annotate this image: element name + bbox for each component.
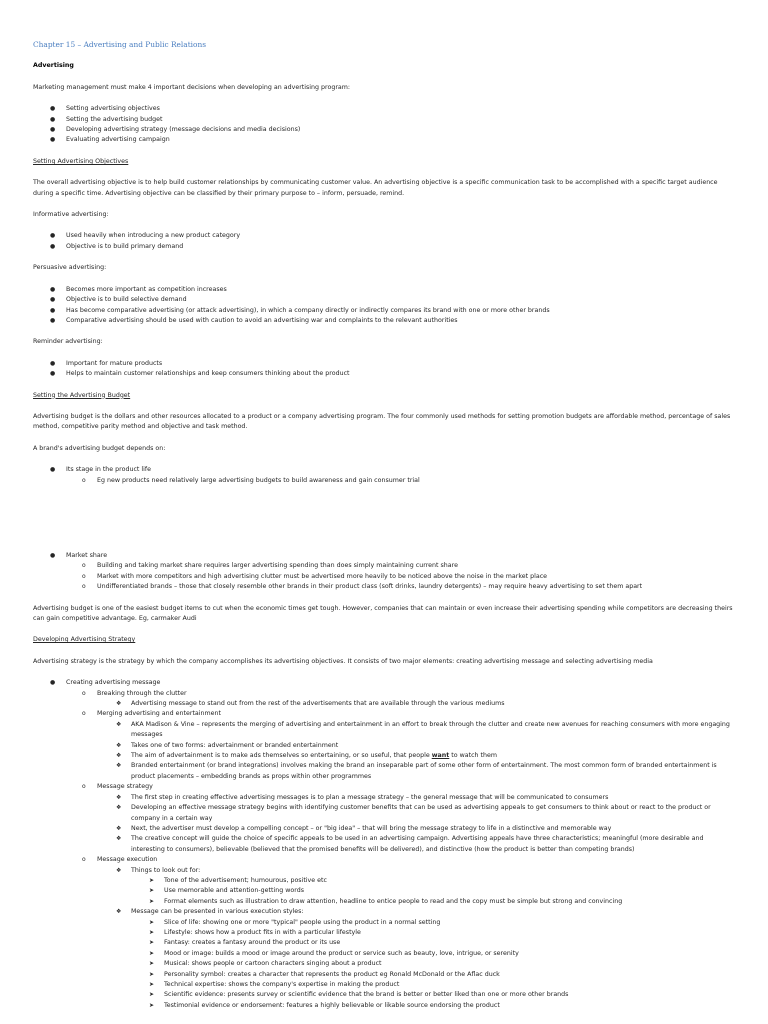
bullet-icon: ● [50, 136, 56, 144]
bullet-icon: ● [50, 679, 56, 687]
arrow-bullet-icon: ➤ [149, 949, 155, 957]
arrow-bullet-icon: ➤ [149, 876, 155, 884]
arrow-bullet-icon: ➤ [149, 887, 155, 895]
list-item: ● Setting advertising objectives [33, 104, 735, 114]
list-item: ● Used heavily when introducing a new product category [33, 231, 735, 241]
list-item: ● Market share [33, 551, 735, 561]
list-item: ➤ Testimonial evidence or endorsement: features a highly believable or likable source endorsing the product [33, 1001, 735, 1011]
arrow-bullet-icon: ➤ [149, 918, 155, 926]
subheading-strategy: Developing Advertising Strategy [33, 636, 136, 644]
list-item: ➤ Scientific evidence: presents survey or scientific evidence that the brand is better or better liked than one or more other brands [33, 990, 735, 1000]
list-item: o Breaking through the clutter [33, 689, 735, 699]
list-item: ➤ Mood or image: builds a mood or image around the product or service such as beauty, love, intrigue, or serenity [33, 949, 735, 959]
list-item: ● Objective is to build selective demand [33, 295, 735, 305]
bullet-icon: ● [50, 242, 56, 250]
list-item: ➤ Personality symbol: creates a character that represents the product eg Ronald McDonald or the Aflac duck [33, 970, 735, 980]
list-item: ➤ Tone of the advertisement; humourous, positive etc [33, 876, 735, 886]
list-item: ➤ Fantasy: creates a fantasy around the product or its use [33, 938, 735, 948]
circle-bullet-icon: o [82, 476, 86, 484]
diamond-bullet-icon: ❖ [116, 908, 122, 916]
subheading-objectives: Setting Advertising Objectives [33, 157, 129, 165]
diamond-bullet-icon: ❖ [116, 824, 122, 832]
list-item: o Message strategy [33, 782, 735, 792]
list-item: ● Becomes more important as competition increases [33, 285, 735, 295]
list-item: o Market with more competitors and high advertising clutter must be advertised more heavily to be noticed above the noise in the market place [33, 572, 735, 582]
list-item: ❖ Next, the advertiser must develop a compelling concept – or "big idea" – that will bring the message strategy to life in a distinctive and memorable way [33, 824, 735, 834]
list-item: ➤ Use memorable and attention-getting words [33, 886, 735, 896]
circle-bullet-icon: o [82, 583, 86, 591]
list-item: ➤ Technical expertise: shows the company's expertise in making the product [33, 980, 735, 990]
list-item: ❖ Takes one of two forms: advertainment or branded entertainment [33, 741, 735, 751]
bullet-icon: ● [50, 126, 56, 134]
diamond-bullet-icon: ❖ [116, 720, 122, 728]
budget-paragraph: Advertising budget is the dollars and other resources allocated to a product or a company advertising program. The four commonly used methods for setting promotion budgets are affordable method, percentage of sales method, competitive parity method and objective and task method. [33, 412, 731, 431]
bullet-icon: ● [50, 359, 56, 367]
list-item: ❖ The aim of advertainment is to make ads themselves so entertaining, or so useful, that people want to watch them [33, 751, 735, 761]
diamond-bullet-icon: ❖ [116, 866, 122, 874]
list-item: ➤ Lifestyle: shows how a product fits in with a particular lifestyle [33, 928, 735, 938]
bullet-icon: ● [50, 316, 56, 324]
list-item: ❖ AKA Madison & Vine – represents the merging of advertising and entertainment in an effort to break through the clutter and create new avenues for reaching consumers with more engaging messages [116, 720, 730, 739]
list-item: ● Has become comparative advertising (or attack advertising), in which a company directly or indirectly compares its brand with one or more other brands [33, 306, 735, 316]
bullet-icon: ● [50, 370, 56, 378]
arrow-bullet-icon: ➤ [149, 1001, 155, 1009]
diamond-bullet-icon: ❖ [116, 741, 122, 749]
intro-paragraph: Marketing management must make 4 important decisions when developing an advertising program: [33, 83, 351, 91]
circle-bullet-icon: o [82, 856, 86, 864]
bullet-icon: ● [50, 115, 56, 123]
informative-label: Informative advertising: [33, 211, 109, 219]
list-item: ❖ Branded entertainment (or brand integrations) involves making the brand an inseparable part of some other form of entertainment. The most common form of branded entertainment is product placements – embedding brands as props within other programmes [116, 762, 717, 780]
budget-depends-label: A brand's advertising budget depends on: [33, 444, 166, 452]
persuasive-label: Persuasive advertising: [33, 264, 107, 272]
blank-space [33, 486, 735, 551]
chapter-title: Chapter 15 – Advertising and Public Relations [33, 40, 207, 49]
subheading-budget: Setting the Advertising Budget [33, 391, 131, 399]
arrow-bullet-icon: ➤ [149, 981, 155, 988]
diamond-bullet-icon: ❖ [116, 804, 122, 812]
reminder-label: Reminder advertising: [33, 338, 103, 346]
list-item: ● Comparative advertising should be used with caution to avoid an advertising war and complaints to the relevant authorities [33, 316, 735, 326]
diamond-bullet-icon: ❖ [116, 762, 122, 770]
emphasis-want: want [431, 752, 450, 760]
budget-factor-list [33, 465, 735, 486]
list-item: ● Developing advertising strategy (message decisions and media decisions) [33, 125, 735, 135]
list-item: ● Objective is to build primary demand [33, 242, 735, 252]
bullet-icon: ● [50, 232, 56, 240]
bullet-icon: ● [50, 105, 56, 113]
list-item: ❖ Things to look out for: [33, 866, 735, 876]
list-item: ● Evaluating advertising campaign [33, 135, 735, 145]
list-item: ● Important for mature products [33, 359, 735, 369]
list-item: ❖ Developing an effective message strategy begins with identifying customer benefits that can be used as advertising appeals to get consumers to think about or react to the product or company in a certain way [116, 804, 711, 822]
circle-bullet-icon: o [82, 783, 86, 791]
objectives-paragraph: The overall advertising objective is to help build customer relationships by communicating customer value. An advertising objective is a specific communication task to be accomplished with a specific target audience during a specific time. Advertising objective can be classified by their primary purpose to – inform, persuade, remind. [33, 179, 718, 197]
list-item: ❖ The first step in creating effective advertising messages is to plan a message strategy – the general message that will be communicated to consumers [33, 793, 735, 803]
arrow-bullet-icon: ➤ [149, 991, 155, 999]
arrow-bullet-icon: ➤ [149, 970, 155, 978]
circle-bullet-icon: o [82, 572, 86, 580]
circle-bullet-icon: o [82, 562, 86, 570]
bullet-icon: ● [50, 285, 56, 293]
decision-list [33, 104, 735, 146]
diamond-bullet-icon: ❖ [116, 793, 122, 801]
list-item: o Undifferentiated brands – those that closely resemble other brands in their product class (soft drinks, laundry detergents) – may require heavy advertising to set them apart [33, 582, 735, 592]
strategy-list [33, 678, 735, 1011]
list-item: ❖ Advertising message to stand out from the rest of the advertisements that are available through the various mediums [33, 699, 735, 709]
bullet-icon: ● [50, 466, 56, 474]
list-item: ● Helps to maintain customer relationships and keep consumers thinking about the product [33, 369, 735, 379]
list-item: ➤ Format elements such as illustration to draw attention, headline to entice people to read and the copy must be simple but strong and convincing [33, 897, 735, 907]
list-item: o Message execution [33, 855, 735, 865]
arrow-bullet-icon: ➤ [149, 939, 155, 947]
market-share-list [33, 551, 735, 593]
list-item: ● Creating advertising message [33, 678, 735, 688]
circle-bullet-icon: o [82, 710, 86, 718]
list-item: ➤ Musical: shows people or cartoon characters singing about a product [33, 959, 735, 969]
list-item: o Building and taking market share requires larger advertising spending than does simply maintaining current share [33, 561, 735, 571]
list-item: ● Its stage in the product life [33, 465, 735, 475]
budget-closing-paragraph: Advertising budget is one of the easiest budget items to cut when the economic times get tough. However, companies that can maintain or even increase their advertising spending while competitors are decreasing theirs can gain competitive advantage. Eg, carmaker Audi [33, 604, 733, 622]
diamond-bullet-icon: ❖ [116, 752, 122, 760]
list-item: o Eg new products need relatively large advertising budgets to build awareness and gain consumer trial [33, 476, 735, 486]
list-item: ● Setting the advertising budget [33, 115, 735, 125]
arrow-bullet-icon: ➤ [149, 960, 155, 968]
list-item: o Merging advertising and entertainment [33, 709, 735, 719]
bullet-icon: ● [50, 306, 56, 314]
list-item: ➤ Slice of life: showing one or more "typical" people using the product in a normal setting [33, 918, 735, 928]
diamond-bullet-icon: ❖ [116, 835, 122, 843]
circle-bullet-icon: o [82, 689, 86, 697]
bullet-icon: ● [50, 551, 56, 559]
strategy-paragraph: Advertising strategy is the strategy by which the company accomplishes its advertising objectives. It consists of two major elements: creating advertising message and selecting advertising media [33, 657, 653, 665]
diamond-bullet-icon: ❖ [116, 700, 122, 708]
arrow-bullet-icon: ➤ [149, 928, 155, 936]
bullet-icon: ● [50, 296, 56, 304]
list-item: ❖ The creative concept will guide the choice of specific appeals to be used in an advertising campaign. Advertising appeals have three characteristics; meaningful (more desirable and interesting to consumers), believable (believed that the promised benefits will be delivered), and distinctive (how the product is better than competing brands) [116, 835, 704, 853]
section-heading-advertising: Advertising [33, 62, 74, 70]
reminder-list [33, 359, 735, 380]
list-item: ❖ Message can be presented in various execution styles: [33, 907, 735, 917]
informative-list [33, 231, 735, 252]
arrow-bullet-icon: ➤ [149, 897, 155, 905]
persuasive-list [33, 285, 735, 327]
